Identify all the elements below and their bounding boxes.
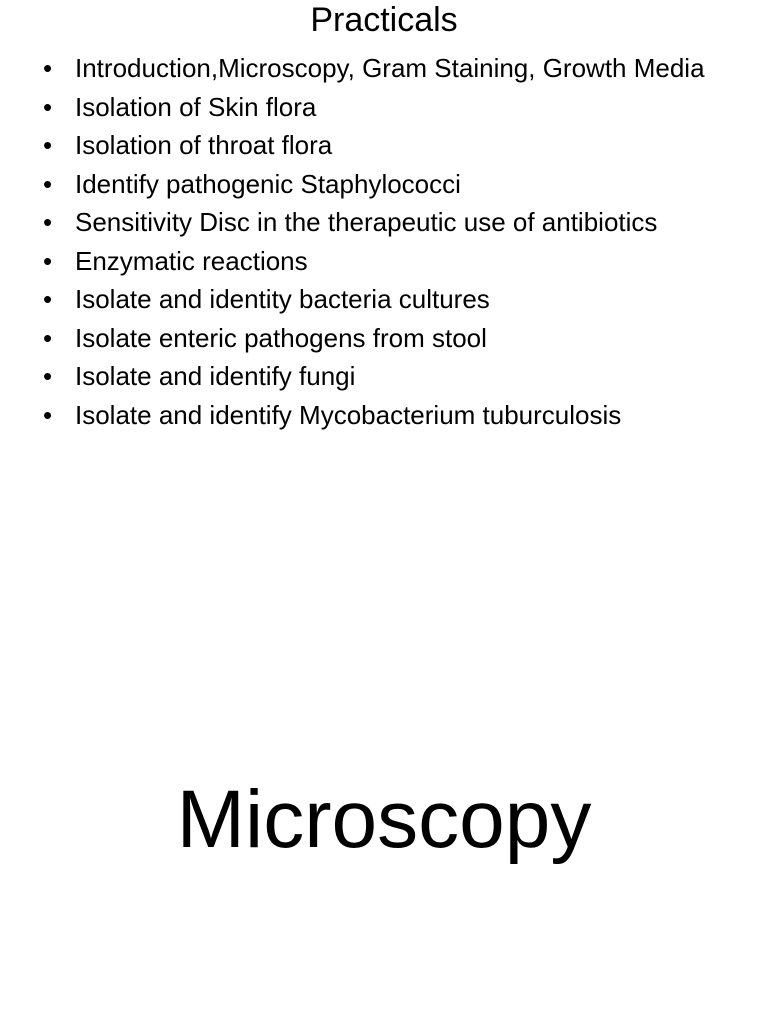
list-item (0, 361, 768, 391)
bullet-icon: • (43, 168, 53, 199)
list-item (0, 130, 768, 160)
list-item (0, 323, 768, 353)
list-item-text: Introduction,Microscopy, Gram Staining, Growth Media (75, 53, 705, 83)
bullet-icon: • (43, 361, 53, 391)
list-item-text: Identify pathogenic Staphylococci (75, 168, 461, 199)
list-item (0, 169, 768, 199)
list-item-text: Isolate enteric pathogens from stool (75, 322, 487, 353)
list-item (0, 284, 768, 314)
list-item-text: Isolate and identify Mycobacterium tuburculosis (75, 399, 622, 430)
bullet-icon: • (43, 130, 53, 160)
page-title: Practicals (310, 1, 458, 39)
bullet-icon: • (43, 284, 53, 314)
list-item-text: Isolation of Skin flora (75, 91, 317, 122)
list-item (0, 92, 768, 122)
list-item (0, 400, 768, 430)
bullet-icon: • (43, 399, 53, 430)
bullet-icon: • (43, 245, 53, 276)
section-heading: Microscopy (176, 774, 592, 865)
list-item-text: Sensitivity Disc in the therapeutic use of antibiotics (75, 207, 658, 237)
bullet-icon: • (43, 91, 53, 122)
bullet-icon: • (43, 322, 53, 353)
list-item-text: Isolation of throat flora (75, 130, 333, 160)
bullet-icon: • (43, 207, 53, 237)
bullet-icon: • (43, 53, 53, 83)
list-item (0, 246, 768, 276)
list-item-text: Isolate and identify fungi (75, 361, 356, 391)
list-item (0, 53, 768, 83)
list-item-text: Enzymatic reactions (75, 245, 308, 276)
practicals-list (0, 53, 768, 438)
list-item (0, 207, 768, 237)
list-item-text: Isolate and identity bacteria cultures (75, 284, 490, 314)
